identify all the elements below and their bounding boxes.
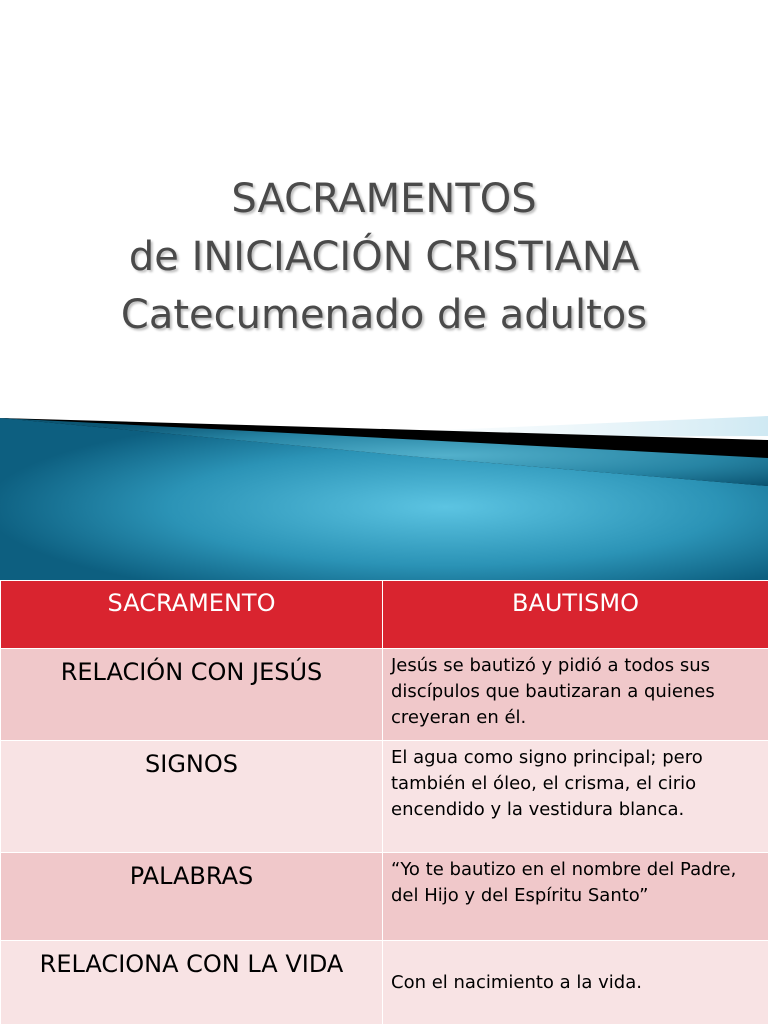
row-value: Con el nacimiento a la vida. xyxy=(383,941,768,1024)
row-value: El agua como signo principal; pero también el óleo, el crisma, el cirio encendido y la vestidura blanca. xyxy=(383,741,768,853)
row-value: Jesús se bautizó y pidió a todos sus discípulos que bautizaran a quienes creyeran en él. xyxy=(383,649,768,741)
row-label: SIGNOS xyxy=(1,741,383,853)
sacrament-table-wrap xyxy=(0,580,768,1024)
row-value: “Yo te bautizo en el nombre del Padre, del Hijo y del Espíritu Santo” xyxy=(383,853,768,941)
header-bautismo: BAUTISMO xyxy=(383,581,768,649)
table-row xyxy=(1,941,768,1024)
table-row xyxy=(1,741,768,853)
decorative-band xyxy=(0,410,768,580)
sacrament-table xyxy=(0,580,768,1024)
slide-title xyxy=(0,170,768,344)
row-label: PALABRAS xyxy=(1,853,383,941)
title-line-2: de INICIACIÓN CRISTIANA xyxy=(128,234,640,280)
header-sacramento: SACRAMENTO xyxy=(1,581,383,649)
row-label: RELACIÓN CON JESÚS xyxy=(1,649,383,741)
table-header-row xyxy=(1,581,768,649)
title-line-3: Catecumenado de adultos xyxy=(120,292,648,338)
row-label: RELACIONA CON LA VIDA xyxy=(1,941,383,1024)
table-row xyxy=(1,649,768,741)
title-line-1: SACRAMENTOS xyxy=(231,176,537,222)
table-row xyxy=(1,853,768,941)
